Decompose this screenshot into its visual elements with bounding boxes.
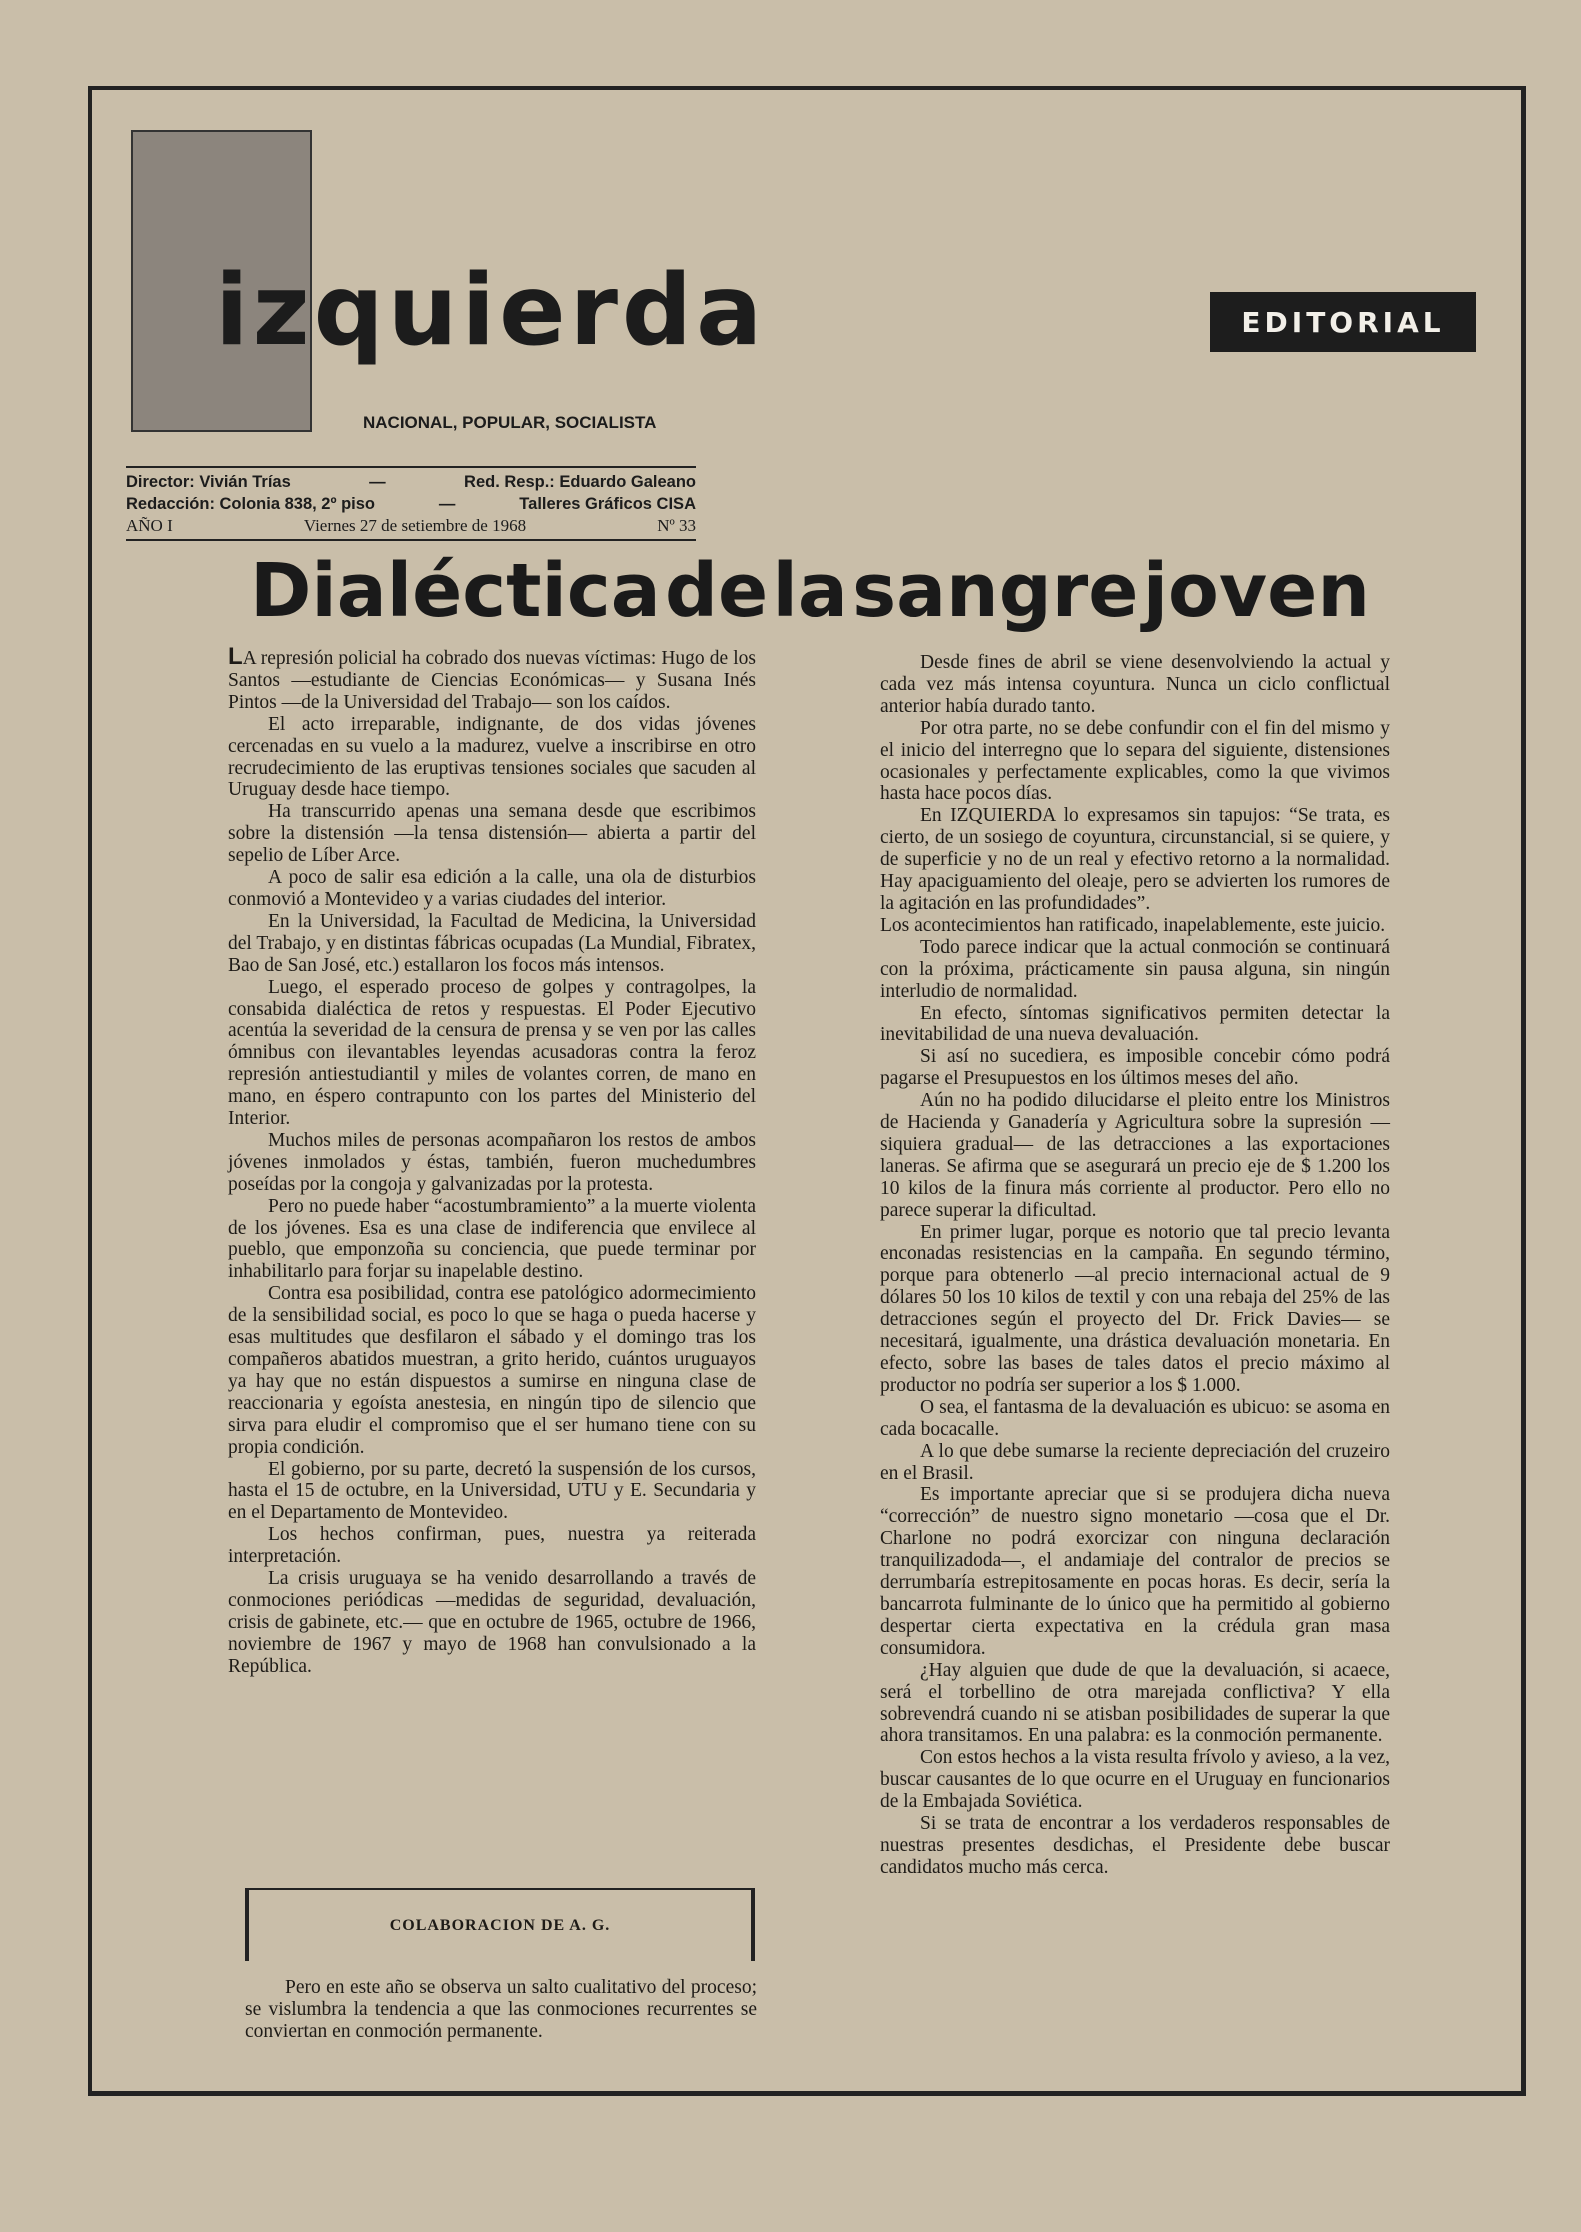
issue-date: Viernes 27 de setiembre de 1968: [303, 516, 527, 535]
paragraph: Los hechos confirman, pues, nuestra ya reiterada interpretación.: [228, 1524, 756, 1568]
left-column-continued: [245, 1977, 757, 2043]
paragraph: En IZQUIERDA lo expresamos sin tapujos: “Se trata, es cierto, de un sosiego de coyuntura, circunstancial, si se quiere, y de superficie y no de un real y efectivo retorno a la normalidad. Hay apaciguamiento del oleaje, pero se advierten los rumores de la agitación en las profundidades”.: [880, 805, 1390, 914]
paragraph: Pero no puede haber “acostumbramiento” a la muerte violenta de los jóvenes. Esa es una clase de indiferencia que envilece al pueblo, que emponzoña su conciencia, que puede terminar por inhabilitarlo para forjar su inapelable destino.: [228, 1195, 756, 1283]
issue-number: Nº 33: [657, 516, 696, 535]
credits-block: [126, 466, 696, 541]
paragraph: Pero en este año se observa un salto cualitativo del proceso; se vislumbra la tendencia a que las conmociones recurrentes se conviertan en conmoción permanente.: [245, 1977, 757, 2042]
paragraph: En la Universidad, la Facultad de Medicina, la Universidad del Trabajo, y en distintas fábricas ocupadas (La Mundial, Fibratex, Bao de San José, etc.) estallaron los focos más intensos.: [228, 910, 756, 976]
paragraph: En efecto, síntomas significativos permiten detectar la inevitabilidad de una nueva devaluación.: [880, 1002, 1390, 1046]
paragraph: La crisis uruguaya se ha venido desarrollando a través de conmociones periódicas —medidas de seguridad, devaluación, crisis de gabinete, etc.— que en octubre de 1965, octubre de 1966, noviembre de 1967 y mayo de 1968 han convulsionado a la República.: [228, 1568, 756, 1677]
paragraph: A poco de salir esa edición a la calle, una ola de disturbios conmovió a Montevideo y a varias ciudades del interior.: [228, 867, 756, 910]
paragraph: El gobierno, por su parte, decretó la suspensión de los cursos, hasta el 15 de octubre, en la Universidad, UTU y E. Secundaria y en el Departamento de Montevideo.: [228, 1458, 756, 1524]
director-text: Director: Vivián Trías: [126, 473, 291, 491]
right-column: [880, 652, 1390, 1879]
paragraph: Luego, el esperado proceso de golpes y contragolpes, la consabida dialéctica de retos y respuestas. El Poder Ejecutivo acentúa la severidad de la censura de prensa y se ven por las calles ómnibus con ilevantables leyendas acusadoras contra la feroz represión antiestudiantil y miles de volantes corren, de mano en mano, en éspero contrapunto con los partes del Ministerio del Interior.: [228, 976, 756, 1130]
paragraph: Contra esa posibilidad, contra ese patológico adormecimiento de la sensibilidad social, es poco lo que se haga o pueda hacerse y esas multitudes que desfilaron el sábado y el domingo tras los compañeros abatidos muestran, a grito herido, cuántos uruguayos ya hay que no están dispuestos a sumirse en ninguna clase de reaccionaria y egoísta anestesia, en ningún tipo de silencio que sirva para eludir el compromiso que el ser humano tiene con su propia condición.: [228, 1283, 756, 1458]
redaccion-text: Redacción: Colonia 838, 2º piso: [126, 495, 376, 513]
paragraph: LA represión policial ha cobrado dos nuevas víctimas: Hugo de los Santos —estudiante de Ciencias Económicas— y Susana Inés Pintos —de la Universidad del Trabajo— son los caídos.: [228, 643, 756, 713]
headline-word: la: [772, 548, 848, 634]
paragraph: ¿Hay alguien que dude de que la devaluación, si acaece, será el torbellino de otra marejada conflictiva? Y ella sobrevendrá cuando ni se atisban posibilidades de superar la que ahora transitamos. En una palabra: es la conmoción permanente.: [880, 1659, 1390, 1747]
credit-line-redaccion: [126, 493, 696, 515]
paragraph: Los acontecimientos han ratificado, inapelablemente, este juicio.: [880, 914, 1386, 936]
headline-word: joven: [1142, 548, 1370, 634]
paragraph: Es importante apreciar que si se produjera dicha nueva “corrección” de nuestro signo monetario —cosa que el Dr. Charlone no podrá exorcizar con ninguna declaración tranquilizadoda—, el andamiaje del contralor de precios se derrumbaría estrepitosamente en pocas horas. Es decir, sería la bancarrota fulminante de lo único que ha permitido al gobierno despertar cierta expectativa en la crédula gran masa consumidora.: [880, 1484, 1390, 1659]
credit-line-issue: [126, 515, 696, 537]
headline-word: de: [664, 548, 769, 634]
paragraph: Todo parece indicar que la actual conmoción se continuará con la próxima, prácticamente sin pausa alguna, sin ningún interludio de normalidad.: [880, 936, 1390, 1002]
paragraph: Con estos hechos a la vista resulta frívolo y avieso, a la vez, buscar causantes de lo que ocurre en el Uruguay en funcionarios de la Embajada Soviética.: [880, 1747, 1390, 1813]
separator: —: [369, 473, 386, 491]
masthead-subtitle: NACIONAL, POPULAR, SOCIALISTA: [363, 413, 657, 432]
headline: [250, 548, 1370, 634]
headline-word: sangre: [852, 548, 1139, 634]
paragraph: Por otra parte, no se debe confundir con el fin del mismo y el inicio del interregno que lo separa del siguiente, distensiones ocasionales y perfectamente explicables, como la que vivimos hasta hace pocos días.: [880, 717, 1390, 805]
paragraph: A lo que debe sumarse la reciente depreciación del cruzeiro en el Brasil.: [880, 1440, 1390, 1484]
talleres-text: Talleres Gráficos CISA: [519, 495, 696, 513]
paragraph: Aún no ha podido dilucidarse el pleito entre los Ministros de Hacienda y Ganadería y Agricultura sobre la supresión —siquiera gradual— de las detracciones a las exportaciones laneras. Se afirma que se asegurará un precio eje de $ 1.200 los 10 kilos de la finura más corriente al productor. Pero ello no parece superar la dificultad.: [880, 1090, 1390, 1221]
issue-year: AÑO I: [126, 516, 173, 535]
paragraph: Ha transcurrido apenas una semana desde que escribimos sobre la distensión —la tensa distensión— abierta a partir del sepelio de Líber Arce.: [228, 801, 756, 867]
paragraph: Si se trata de encontrar a los verdaderos responsables de nuestras presentes desdichas, el Presidente debe buscar candidatos mucho más cerca.: [880, 1813, 1390, 1878]
headline-word: Dialéctica: [250, 548, 661, 634]
separator: —: [438, 495, 456, 513]
paragraph: En primer lugar, porque es notorio que tal precio levanta enconadas resistencias en la campaña. En segundo término, porque para obtenerlo —al precio internacional actual de 9 dólares 50 los 10 kilos de textil y con una rebaja del 25% de las detracciones según el proyecto del Dr. Frick Davies— se necesitará, igualmente, una drástica devaluación monetaria. En efecto, sobre las bases de tales datos el precio máximo al productor no podría ser superior a los $ 1.000.: [880, 1221, 1390, 1396]
collaboration-box: COLABORACION DE A. G.: [245, 1888, 755, 1961]
masthead-title: izquierda: [215, 254, 767, 368]
paragraph: El acto irreparable, indignante, de dos vidas jóvenes cercenadas en su vuelo a la madurez, vuelve a inscribirse en otro recrudecimiento de las eruptivas tensiones sociales que sacuden al Uruguay desde hace tiempo.: [228, 713, 756, 801]
paragraph: O sea, el fantasma de la devaluación es ubicuo: se asoma en cada bocacalle.: [880, 1396, 1390, 1440]
paragraph: Muchos miles de personas acompañaron los restos de ambos jóvenes inmolados y éstas, también, fueron muchedumbres poseídas por la congoja y galvanizadas por la protesta.: [228, 1129, 756, 1195]
paragraph: Si así no sucediera, es imposible concebir cómo podrá pagarse el Presupuestos en los últimos meses del año.: [880, 1046, 1390, 1090]
credit-line-director: [126, 471, 696, 493]
section-label: EDITORIAL: [1210, 292, 1476, 352]
paragraph: Desde fines de abril se viene desenvolviendo la actual y cada vez más intensa coyuntura. Nunca un ciclo conflictual anterior había durado tanto.: [880, 652, 1390, 717]
red-resp-text: Red. Resp.: Eduardo Galeano: [464, 473, 696, 491]
left-column: [228, 643, 756, 1678]
dropcap: L: [228, 643, 243, 670]
